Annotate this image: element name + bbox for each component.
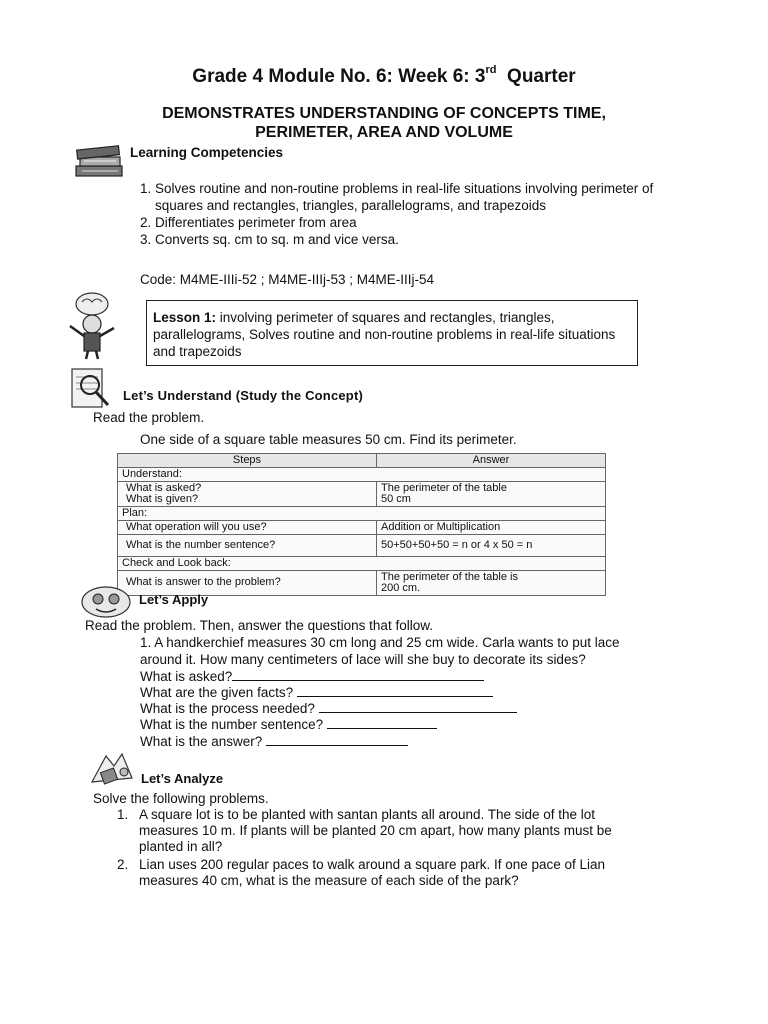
table-header-row bbox=[118, 454, 606, 468]
analyze-heading: Let’s Analyze bbox=[141, 771, 224, 786]
table-row bbox=[118, 468, 606, 482]
puzzle-pieces-icon bbox=[88, 748, 138, 788]
answer-blank[interactable] bbox=[232, 668, 484, 681]
answer-blank[interactable] bbox=[266, 733, 408, 746]
table-step-cell: What is answer to the problem? bbox=[118, 571, 377, 596]
table-step-cell: What is asked? What is given? bbox=[118, 482, 377, 507]
table-step-cell: What is the number sentence? bbox=[118, 535, 377, 557]
apply-intro: Read the problem. Then, answer the questions that follow. bbox=[85, 618, 433, 633]
analyze-problem-item: 2. Lian uses 200 regular paces to walk around a square park. If one pace of Lian measures 40 cm, what is the measure of each side of the park? bbox=[117, 857, 606, 888]
page-title: Grade 4 Module No. 6: Week 6: 3rd Quarter bbox=[192, 64, 576, 87]
books-icon bbox=[72, 140, 132, 180]
page-subtitle: DEMONSTRATES UNDERSTANDING OF CONCEPTS TIME, PERIMETER, AREA AND VOLUME bbox=[162, 105, 606, 141]
competency-item: 3. Converts sq. cm to sq. m and vice versa. bbox=[140, 232, 399, 247]
table-section-cell: Understand: bbox=[118, 468, 606, 482]
analyze-problem-item: 1. A square lot is to be planted with santan plants all around. The side of the lot measures 10 m. If plants will be planted 20 cm apart, how many plants must be planted in all? bbox=[117, 807, 612, 854]
hands-icon bbox=[78, 582, 134, 620]
table-header: Answer bbox=[377, 454, 606, 468]
answer-blank[interactable] bbox=[297, 684, 493, 697]
answer-blank[interactable] bbox=[327, 716, 437, 729]
apply-problem-line2: around it. How many centimeters of lace will she buy to decorate its sides? bbox=[140, 652, 586, 667]
question-asked: What is asked? bbox=[140, 668, 484, 685]
table-section-cell: Plan: bbox=[118, 507, 606, 521]
competencies-list bbox=[140, 180, 660, 248]
lesson-text: involving perimeter of squares and rectangles, triangles, parallelograms, Solves routine and non-routine problems in real-life situations and trapezoids bbox=[153, 310, 616, 359]
competency-item: 1. Solves routine and non-routine problems in real-life situations involving perimeter of squares and rectangles, triangles, parallelograms, and trapezoids bbox=[140, 181, 654, 213]
question-number-sentence: What is the number sentence? bbox=[140, 716, 437, 733]
table-section-cell: Check and Look back: bbox=[118, 557, 606, 571]
competencies-heading: Learning Competencies bbox=[130, 145, 284, 160]
table-row bbox=[118, 535, 606, 557]
answer-blank[interactable] bbox=[319, 700, 517, 713]
competency-code: Code: M4ME-IIIi-52 ; M4ME-IIIj-53 ; M4ME-IIIj-54 bbox=[140, 272, 435, 287]
steps-table bbox=[117, 453, 606, 596]
understand-problem: One side of a square table measures 50 cm. Find its perimeter. bbox=[140, 432, 517, 447]
table-row bbox=[118, 507, 606, 521]
analyze-intro: Solve the following problems. bbox=[93, 791, 269, 806]
table-header: Steps bbox=[118, 454, 377, 468]
title-superscript: rd bbox=[485, 64, 497, 76]
table-row bbox=[118, 557, 606, 571]
table-step-cell: What operation will you use? bbox=[118, 521, 377, 535]
table-row bbox=[118, 521, 606, 535]
lesson-box bbox=[146, 300, 638, 366]
table-answer-cell: Addition or Multiplication bbox=[377, 521, 606, 535]
table-answer-cell: The perimeter of the table 50 cm bbox=[377, 482, 606, 507]
apply-heading: Let’s Apply bbox=[139, 592, 209, 607]
question-process: What is the process needed? bbox=[140, 700, 517, 717]
question-answer: What is the answer? bbox=[140, 733, 408, 750]
table-answer-cell: 50+50+50+50 = n or 4 x 50 = n bbox=[377, 535, 606, 557]
thinking-child-icon bbox=[58, 290, 128, 360]
magnifier-book-icon bbox=[66, 365, 116, 411]
table-answer-cell: The perimeter of the table is 200 cm. bbox=[377, 571, 606, 596]
lesson-label: Lesson 1: bbox=[153, 310, 217, 325]
understand-heading: Let’s Understand (Study the Concept) bbox=[123, 388, 364, 403]
table-row bbox=[118, 482, 606, 507]
question-given-facts: What are the given facts? bbox=[140, 684, 493, 701]
apply-problem-line1: 1. A handkerchief measures 30 cm long and 25 cm wide. Carla wants to put lace bbox=[140, 635, 620, 650]
understand-intro: Read the problem. bbox=[93, 410, 205, 425]
competency-item: 2. Differentiates perimeter from area bbox=[140, 215, 357, 230]
